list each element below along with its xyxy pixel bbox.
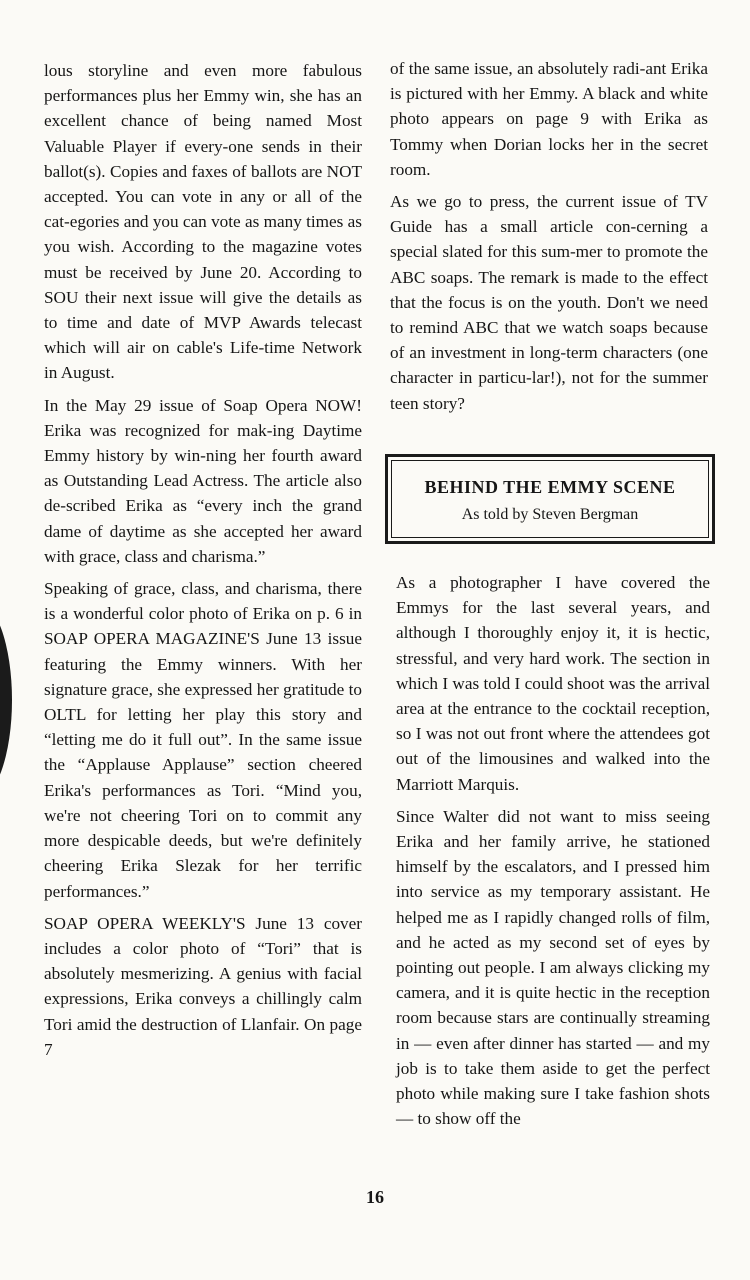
paragraph: As a photographer I have covered the Emmys for the last several years, and although I thoroughly enjoy it, it is hectic, stressful, and very hard work. The section in which I was told I could shoot was the arrival area at the entrance to the cocktail reception, so I was not out front where the attendees got out of the limousines and walked into the Marriott Marquis. [396, 573, 710, 794]
right-column-top [390, 56, 708, 423]
paragraph: In the May 29 issue of Soap Opera NOW! Erika was recognized for mak-ing Daytime Emmy history by win-ning her fourth award as Outstanding Lead Actress. The article also de-scribed Erika as “every inch the grand dame of daytime as she accepted her award with grace, class and charisma.” [44, 395, 362, 566]
right-column-bottom [396, 570, 710, 1138]
paragraph: Speaking of grace, class, and charisma, there is a wonderful color photo of Erika on p. 6 in SOAP OPERA MAGAZINE'S June 13 issue featuring the Emmy winners. With her signature grace, she expressed her gratitude to OLTL for letting her play this story and “letting me do it full out”. In the same issue the “Applause Applause” section cheered Erika's performances as Tori. “Mind you, we're not cheering Tori on to commit any more despicable deeds, but we're definitely cheering Erika Slezak for her terrific performances.” [44, 579, 362, 901]
paragraph: of the same issue, an absolutely radi-ant Erika is pictured with her Emmy. A black and white photo appears on page 9 with Erika as Tommy when Dorian locks her in the secret room. [390, 59, 708, 179]
paragraph: As we go to press, the current issue of TV Guide has a small article con-cerning a special slated for this sum-mer to promote the ABC soaps. The remark is made to the effect that the focus is on the youth. Don't we need to remind ABC that we watch soaps because of an investment in long-term characters (one character in particu-lar!), not for the summer teen story? [390, 192, 708, 413]
section-heading-inner [391, 460, 709, 538]
section-byline: As told by Steven Bergman [461, 506, 639, 523]
section-heading-box [385, 454, 715, 544]
left-column [44, 58, 362, 1069]
paragraph: SOAP OPERA WEEKLY'S June 13 cover includes a color photo of “Tori” that is absolutely mesmerizing. A genius with facial expressions, Erika conveys a chillingly calm Tori amid the destruction of Llanfair. On page 7 [44, 913, 362, 1059]
paragraph: Since Walter did not want to miss seeing Erika and her family arrive, he stationed himself by the escalators, and I pressed him into service as my temporary assistant. He helped me as I rapidly changed rolls of film, and he acted as my second set of eyes by pointing out people. I am always clicking my camera, and it is quite hectic in the reception room because stars are continually streaming in — even after dinner has started — and my job is to take them aside to get the perfect photo while making sure I take fashion shots — to show off the [396, 806, 710, 1129]
paragraph: lous storyline and even more fabulous performances plus her Emmy win, she has an excellent chance of being named Most Valuable Player if every-one sends in their ballot(s). Copies and faxes of ballots are NOT accepted. You can vote in any or all of the cat-egories and you can vote as many times as you wish. According to the magazine votes must be received by June 20. According to SOU their next issue will give the details as to time and date of MVP Awards telecast which will air on cable's Life-time Network in August. [44, 61, 362, 383]
page-number: 16 [366, 1187, 384, 1207]
page-edge-shadow [0, 600, 12, 800]
section-title: BEHIND THE EMMY SCENE [424, 477, 676, 497]
